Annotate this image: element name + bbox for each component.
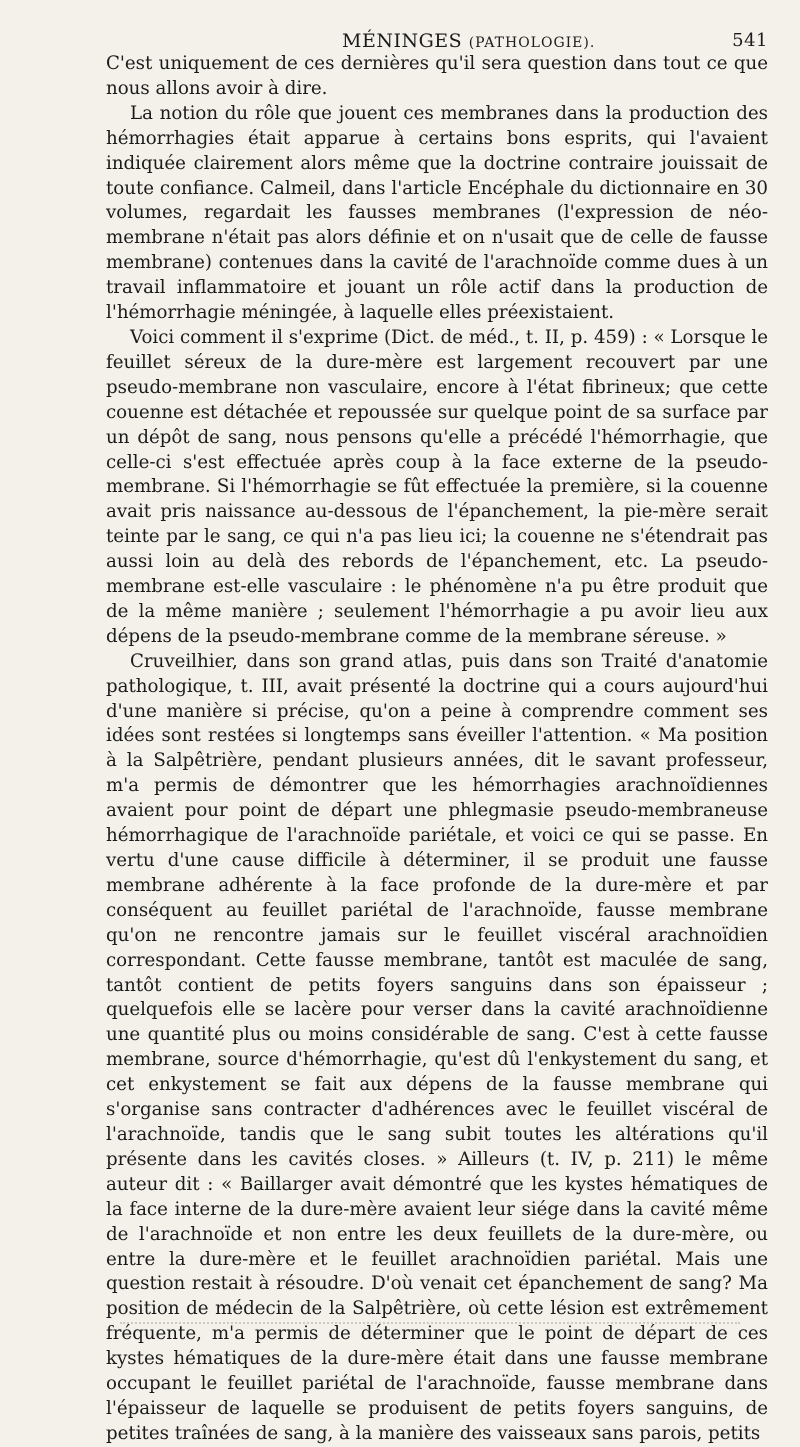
running-title-main: MÉNINGES bbox=[342, 30, 463, 52]
paragraph-1: C'est uniquement de ces dernières qu'il sera question dans tout ce que nous allons avoir à dire. bbox=[106, 53, 768, 99]
running-head bbox=[106, 18, 768, 52]
paragraph-3: Voici comment il s'exprime (Dict. de méd., t. II, p. 459) : « Lorsque le feuillet séreux de la dure-mère est largement recouvert par une pseudo-membrane non vasculaire, encore à l'état fibrineux; que cette couenne est détachée et repoussée sur quelque point de sa surface par un dépôt de sang, nous pensons qu'elle a précédé l'hémorrhagie, que celle-ci s'est effectuée après coup à la face externe de la pseudo-membrane. Si l'hémorrhagie se fût effectuée la première, si la couenne avait pris naissance au-dessous de l'épanchement, la pie-mère serait teinte par le sang, ce qui n'a pas lieu ici; la couenne ne s'étendrait pas aussi loin au delà des rebords de l'épanchement, etc. La pseudo-membrane est-elle vasculaire : le phénomène n'a pu être produit que de la même manière ; seulement l'hémorrhagie a pu avoir lieu aux dépens de la pseudo-membrane comme de la membrane séreuse. » bbox=[106, 326, 768, 647]
page-number: 541 bbox=[732, 30, 768, 51]
body-text bbox=[106, 52, 768, 1447]
page-bottom-marks bbox=[120, 1322, 740, 1326]
running-title bbox=[342, 30, 595, 52]
paragraph-2: La notion du rôle que jouent ces membranes dans la production des hémorrhagies était apparue à certains bons esprits, qui l'avaient indiquée clairement alors même que la doctrine contraire jouissait de toute confiance. Calmeil, dans l'article Encéphale du dictionnaire en 30 volumes, regardait les fausses membranes (l'expression de néo-membrane n'était pas alors définie et on n'usait que de celle de fausse membrane) contenues dans la cavité de l'arachnoïde comme dues à un travail inflammatoire et jouant un rôle actif dans la production de l'hémorrhagie méningée, à laquelle elles préexistaient. bbox=[106, 102, 768, 324]
paragraph-4: Cruveilhier, dans son grand atlas, puis dans son Traité d'anatomie pathologique, t. III, avait présenté la doctrine qui a cours aujourd'hui d'une manière si précise, qu'on a peine à comprendre comment ses idées sont restées si longtemps sans éveiller l'attention. « Ma position à la Salpêtrière, pendant plusieurs années, dit le savant professeur, m'a permis de démontrer que les hémorrhagies arachnoïdiennes avaient pour point de départ une phlegmasie pseudo-membraneuse hémorrhagique de l'arachnoïde pariétale, et voici ce qui se passe. En vertu d'une cause difficile à déterminer, il se produit une fausse membrane adhérente à la face profonde de la dure-mère et par conséquent au feuillet pariétal de l'arachnoïde, fausse membrane qu'on ne rencontre jamais sur le feuillet viscéral arachnoïdien correspondant. Cette fausse membrane, tantôt est maculée de sang, tantôt contient de petits foyers sanguins dans son épaisseur ; quelquefois elle se lacère pour verser dans la cavité arachnoïdienne une quantité plus ou moins considérable de sang. C'est à cette fausse membrane, source d'hémorrhagie, qu'est dû l'enkystement du sang, et cet enkystement se fait aux dépens de la fausse membrane qui s'organise sans contracter d'adhérences avec le feuillet viscéral de l'arachnoïde, tandis que le sang subit toutes les altérations qu'il présente dans les cavités closes. » Ailleurs (t. IV, p. 211) le même auteur dit : « Baillarger avait démontré que les kystes hématiques de la face interne de la dure-mère avaient leur siége dans la cavité même de l'arachnoïde et non entre les deux feuillets de la dure-mère, ou entre la dure-mère et le feuillet arachnoïdien pariétal. Mais une question restait à résoudre. D'où venait cet épanchement de sang? Ma position de médecin de la Salpêtrière, où cette lésion est extrêmement fréquente, m'a permis de déterminer que le point de départ de ces kystes hématiques de la dure-mère était dans une fausse membrane occupant le feuillet pariétal de l'arachnoïde, fausse membrane dans l'épaisseur de laquelle se produisent de petits foyers sanguins, de petites traînées de sang, à la manière des vaisseaux sans parois, petits bbox=[106, 650, 768, 1444]
running-title-sub: (PATHOLOGIE). bbox=[468, 35, 596, 51]
